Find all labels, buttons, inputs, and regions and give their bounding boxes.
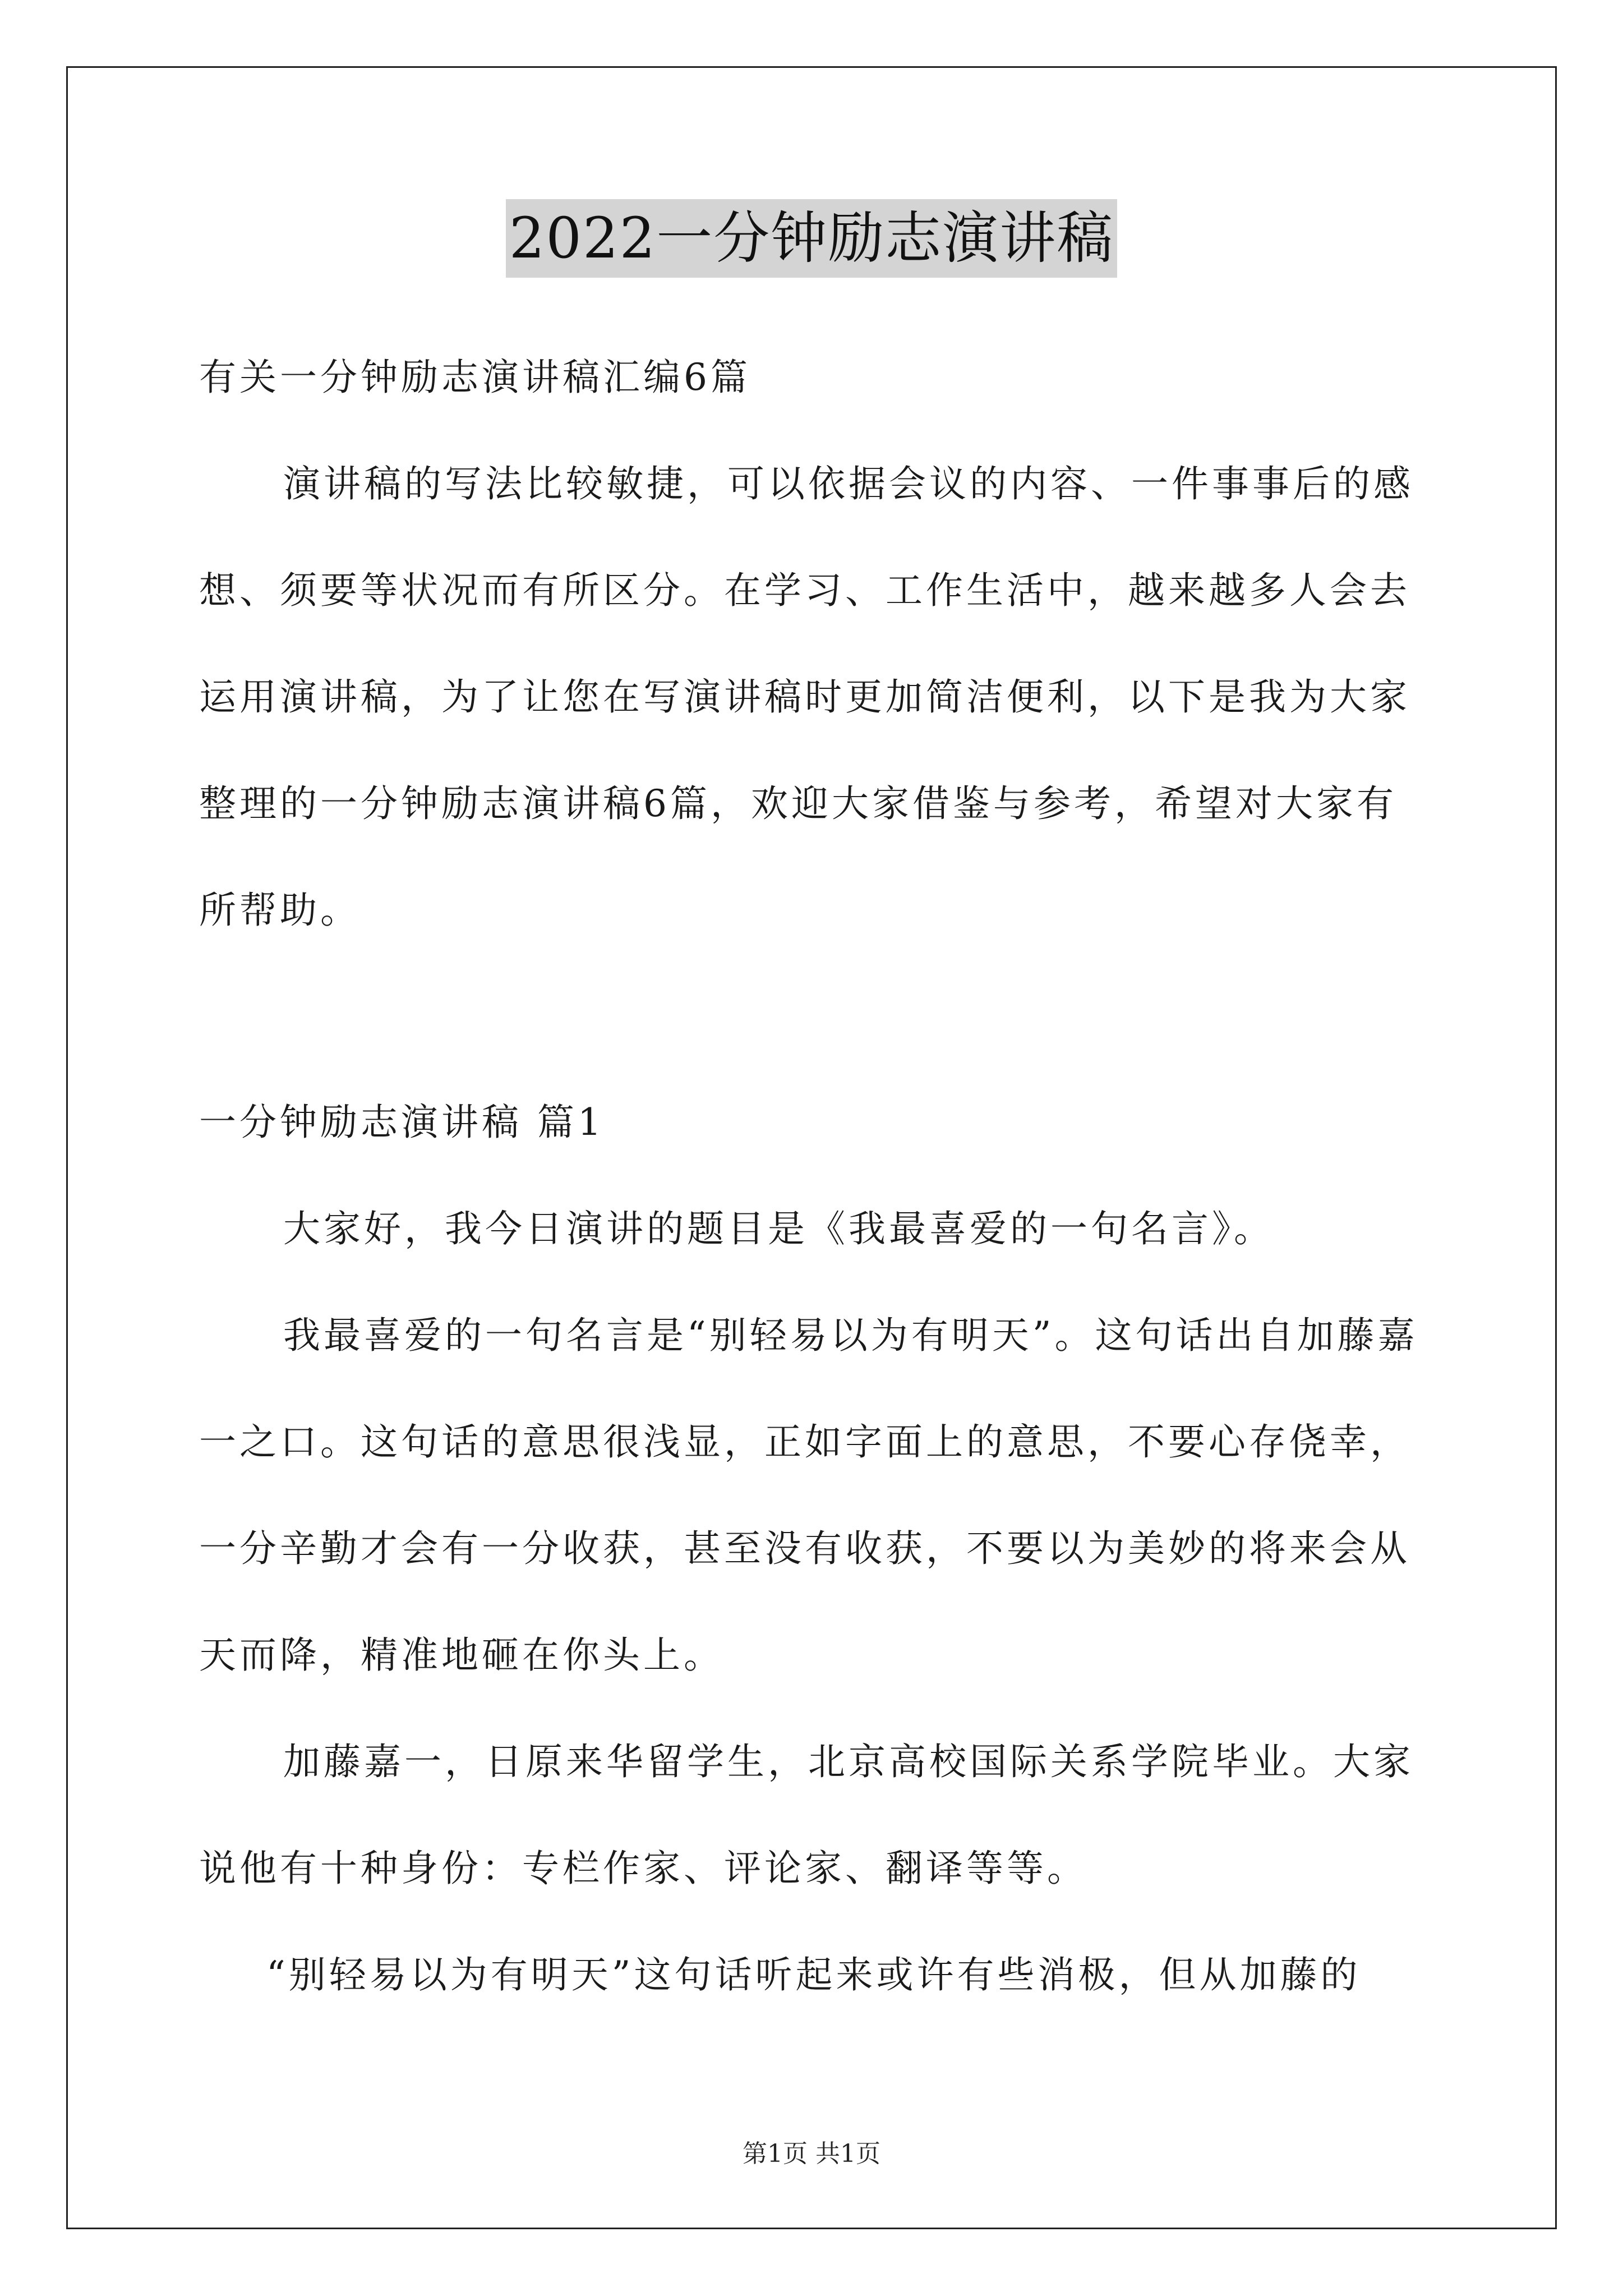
document-title: 2022一分钟励志演讲稿 xyxy=(506,199,1118,278)
paragraph-line: “别轻易以为有明天”这句话听起来或许有些消极，但从加藤的 xyxy=(266,1953,1361,1996)
paragraph-line: 所帮助。 xyxy=(199,889,361,932)
paragraph-line: 我最喜爱的一句名言是“别轻易以为有明天”。这句话出自加藤嘉 xyxy=(283,1314,1418,1357)
paragraph-line: 想、须要等状况而有所区分。在学习、工作生活中，越来越多人会去 xyxy=(199,569,1410,612)
paragraph-line: 天而降，精准地砸在你头上。 xyxy=(199,1634,724,1677)
paragraph-line: 加藤嘉一，日原来华留学生，北京高校国际关系学院毕业。大家 xyxy=(283,1740,1414,1783)
title-wrap xyxy=(0,199,1623,278)
paragraph-line: 演讲稿的写法比较敏捷，可以依据会议的内容、一件事事后的感 xyxy=(283,462,1414,505)
paragraph-line: 一之口。这句话的意思很浅显，正如字面上的意思，不要心存侥幸， xyxy=(199,1420,1410,1464)
paragraph-line: 整理的一分钟励志演讲稿6篇，欢迎大家借鉴与参考，希望对大家有 xyxy=(199,782,1397,825)
document-subtitle: 有关一分钟励志演讲稿汇编6篇 xyxy=(199,356,751,399)
paragraph-line: 大家好，我今日演讲的题目是《我最喜爱的一句名言》。 xyxy=(283,1207,1274,1250)
paragraph-line: 说他有十种身份：专栏作家、评论家、翻译等等。 xyxy=(199,1847,1087,1890)
page-footer: 第1页 共1页 xyxy=(743,2139,880,2168)
section-heading: 一分钟励志演讲稿 篇1 xyxy=(199,1101,605,1144)
paragraph-line: 运用演讲稿，为了让您在写演讲稿时更加简洁便利，以下是我为大家 xyxy=(199,675,1410,719)
paragraph-line: 一分辛勤才会有一分收获，甚至没有收获，不要以为美妙的将来会从 xyxy=(199,1527,1410,1570)
